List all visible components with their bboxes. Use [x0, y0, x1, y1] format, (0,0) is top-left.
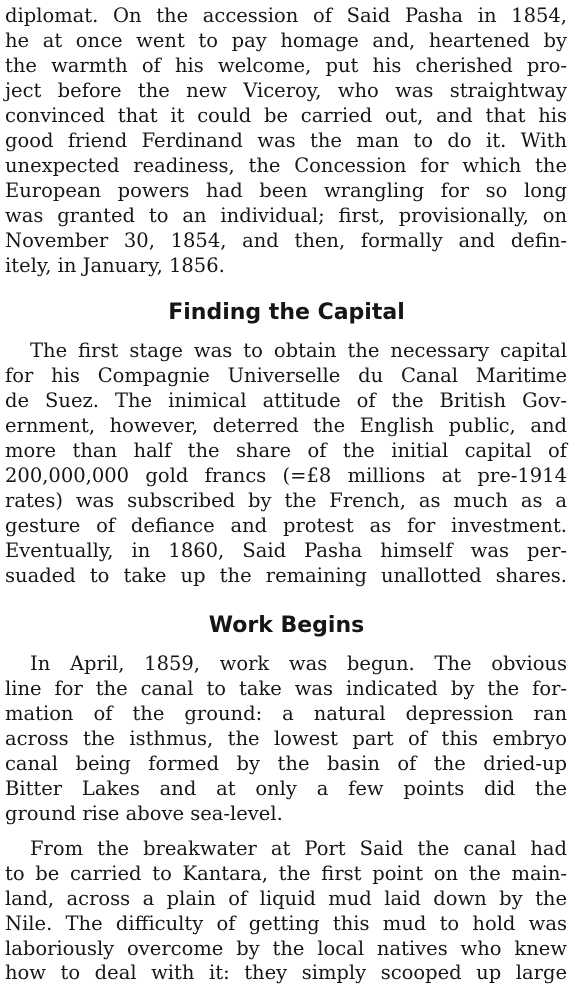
text-line: the warmth of his welcome, put his cherished pro- — [5, 54, 567, 77]
text-line: good friend Ferdinand was the man to do it. With — [5, 129, 567, 152]
text-line: convinced that it could be carried out, and that his — [5, 104, 567, 127]
text-line: suaded to take up the remaining unallotted shares. — [5, 564, 567, 587]
text-line: rates) was subscribed by the French, as much as a — [5, 489, 567, 512]
text-line: diplomat. On the accession of Said Pasha in 1854, — [5, 4, 567, 27]
text-line: to be carried to Kantara, the first point on the main- — [5, 862, 567, 885]
text-line: canal being formed by the basin of the dried-up — [5, 752, 567, 775]
text-line: de Suez. The inimical attitude of the British Gov- — [5, 389, 567, 412]
text-line: Eventually, in 1860, Said Pasha himself was per- — [5, 539, 567, 562]
text-line: The first stage was to obtain the necessary capital — [30, 339, 567, 362]
text-line: how to deal with it: they simply scooped up large — [5, 961, 567, 984]
text-line: for his Compagnie Universelle du Canal Maritime — [5, 364, 567, 387]
text-line: ject before the new Viceroy, who was straightway — [5, 79, 567, 102]
text-line: unexpected readiness, the Concession for which the — [5, 154, 567, 177]
text-line: he at once went to pay homage and, heartened by — [5, 29, 567, 52]
text-line: more than half the share of the initial capital of — [5, 439, 567, 462]
text-line: across the isthmus, the lowest part of this embryo — [5, 727, 567, 750]
text-line: itely, in January, 1856. — [5, 254, 225, 277]
text-line: line for the canal to take was indicated by the for- — [5, 677, 567, 700]
text-line: 200,000,000 gold francs (=£8 millions at pre-1914 — [5, 464, 567, 487]
text-line: November 30, 1854, and then, formally and defin- — [5, 229, 567, 252]
text-line: From the breakwater at Port Said the canal had — [30, 837, 567, 860]
text-line: ground rise above sea-level. — [5, 802, 283, 825]
text-line: gesture of defiance and protest as for investment. — [5, 514, 567, 537]
text-line: land, across a plain of liquid mud laid down by the — [5, 887, 567, 910]
text-line: In April, 1859, work was begun. The obvious — [30, 652, 567, 675]
section-heading: Finding the Capital — [168, 300, 405, 325]
text-line: laboriously overcome by the local natives who knew — [5, 937, 567, 960]
section-heading: Work Begins — [208, 613, 365, 638]
text-line: ernment, however, deterred the English public, and — [5, 414, 567, 437]
text-line: mation of the ground: a natural depression ran — [5, 702, 567, 725]
text-line: Nile. The difficulty of getting this mud to hold was — [5, 912, 567, 935]
text-line: Bitter Lakes and at only a few points did the — [5, 777, 567, 800]
text-line: was granted to an individual; first, provisionally, on — [5, 204, 567, 227]
text-line: European powers had been wrangling for so long — [5, 179, 567, 202]
